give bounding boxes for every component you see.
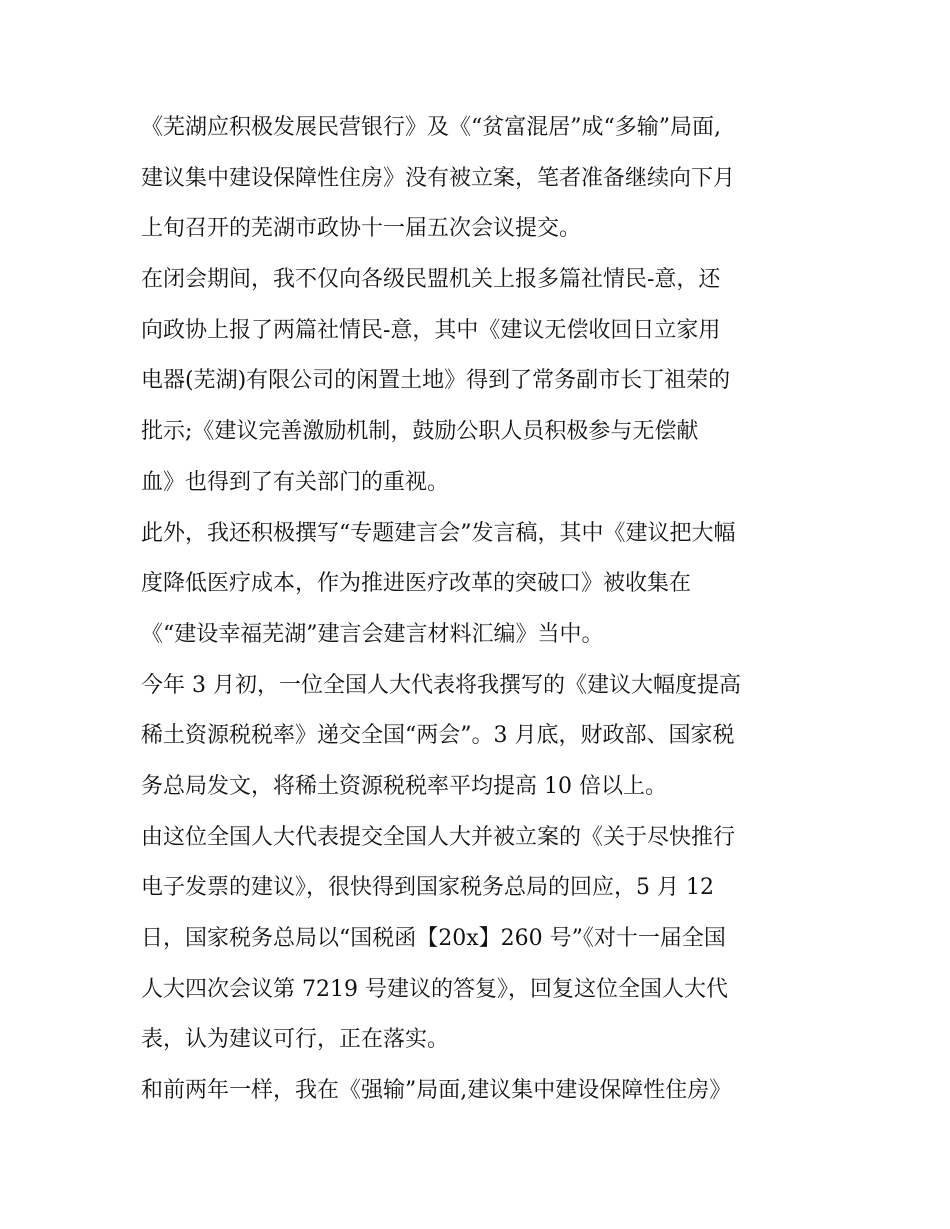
text-line: 此外，我还积极撰写“专题建言会”发言稿，其中《建议把大幅 [141, 520, 736, 546]
text-line: 稀土资源税税率》递交全国“两会”。3 月底，财政部、国家税 [141, 723, 735, 749]
text-line: 在闭会期间，我不仅向各级民盟机关上报多篇社情民-意，还 [141, 267, 721, 293]
text-line: 人大四次会议第 7219 号建议的答复》，回复这位全国人大代 [141, 976, 728, 1002]
text-line: 今年 3 月初，一位全国人大代表将我撰写的《建议大幅度提高 [141, 672, 741, 698]
text-line: 电器(芜湖)有限公司的闲置土地》得到了常务副市长丁祖荣的 [141, 368, 731, 394]
text-line: 血》也得到了有关部门的重视。 [141, 469, 450, 495]
text-line: 向政协上报了两篇社情民-意，其中《建议无偿收回日立家用 [141, 317, 721, 343]
text-line: 电子发票的建议》，很快得到国家税务总局的回应，5 月 12 [141, 875, 714, 901]
text-line: 建议集中建设保障性住房》没有被立案，笔者准备继续向下月 [141, 165, 736, 191]
text-line: 由这位全国人大代表提交全国人大并被立案的《关于尽快推行 [141, 824, 736, 850]
text-line: 表，认为建议可行，正在落实。 [141, 1027, 450, 1053]
document-body [141, 103, 821, 1117]
text-line: 《芜湖应积极发展民营银行》及《“贫富混居”成“多输”局面, [141, 115, 721, 140]
text-line: 度降低医疗成本，作为推进医疗改革的突破口》被收集在 [141, 571, 692, 597]
text-line: 和前两年一样，我在《强输”局面,建议集中建设保障性住房》 [141, 1078, 732, 1104]
text-line: 务总局发文，将稀土资源税税率平均提高 10 倍以上。 [141, 773, 667, 799]
text-line: 日，国家税务总局以“国税函【20x】260 号”《对十一届全国 [141, 926, 726, 951]
text-line: 上旬召开的芜湖市政协十一届五次会议提交。 [141, 216, 582, 242]
text-line: 《“建设幸福芜湖”建言会建言材料汇编》当中。 [141, 621, 604, 647]
text-line: 批示;《建议完善激励机制，鼓励公职人员积极参与无偿献 [141, 419, 699, 445]
